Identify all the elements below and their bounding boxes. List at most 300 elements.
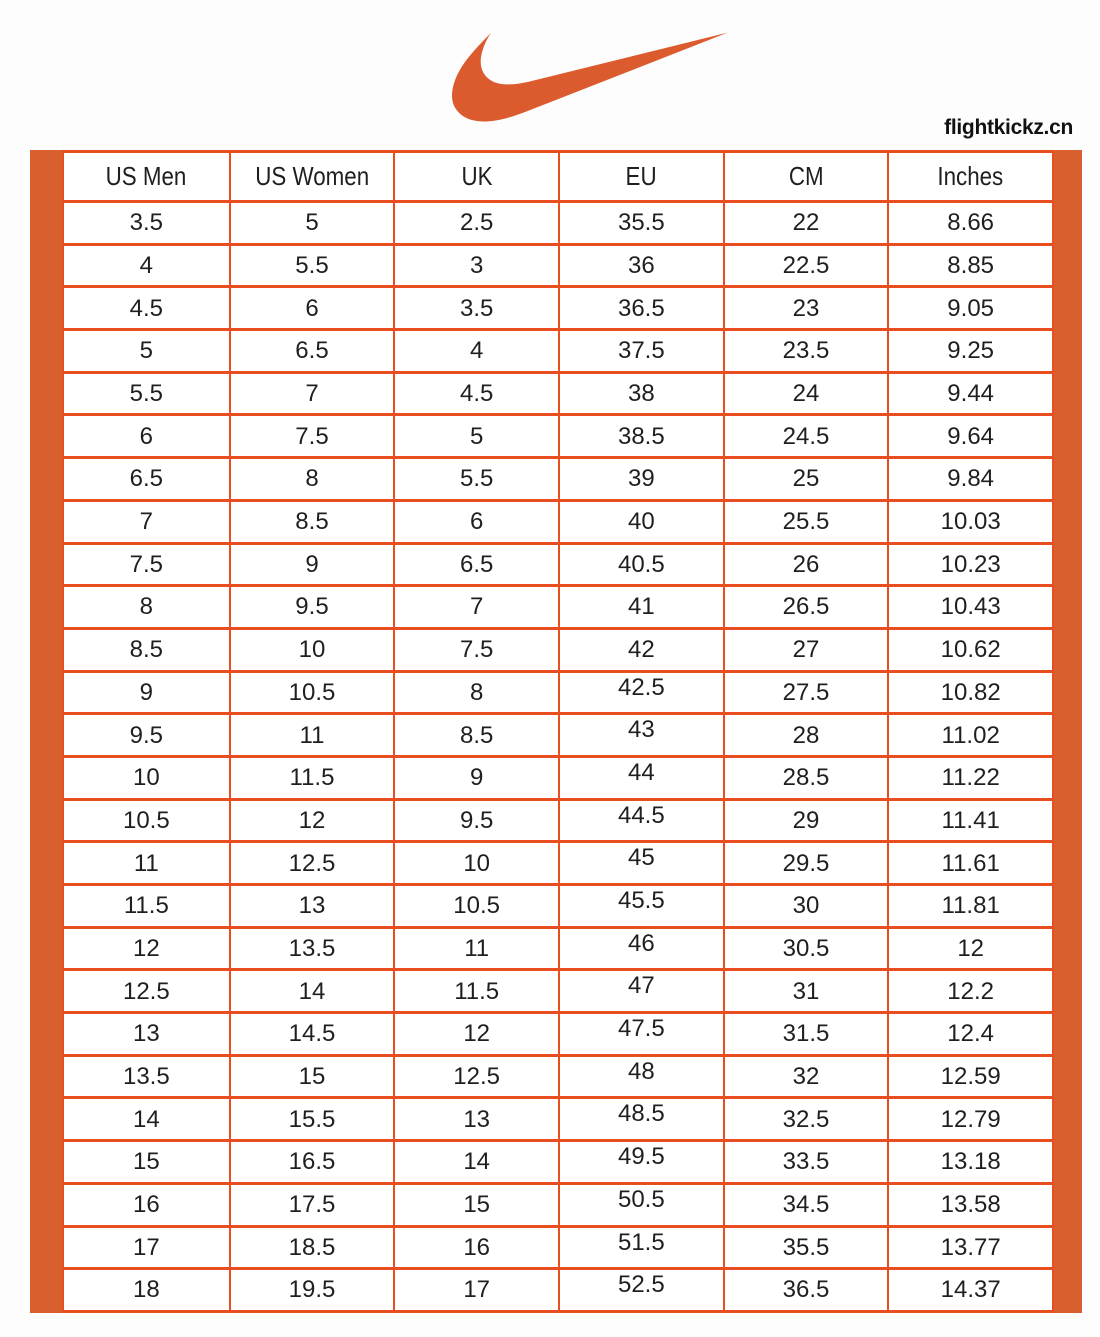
- cell-value: 46: [627, 929, 655, 957]
- table-cell: [887, 1228, 1052, 1268]
- table-cell: [558, 1142, 723, 1182]
- table-row: [64, 1139, 1052, 1182]
- table-cell: [64, 1014, 229, 1054]
- table-row: [64, 1011, 1052, 1054]
- cell-value: 30: [792, 892, 820, 920]
- cell-value: 47.5: [617, 1015, 665, 1043]
- table-cell: [558, 288, 723, 328]
- table-cell: [393, 374, 558, 414]
- table-cell: [558, 1014, 723, 1054]
- left-accent-bar: [30, 150, 62, 1313]
- table-row: [64, 542, 1052, 585]
- table-cell: [64, 715, 229, 755]
- table-cell: [887, 715, 1052, 755]
- cell-value: 22.5: [782, 251, 830, 279]
- table-cell: [723, 416, 888, 456]
- table-row: [64, 499, 1052, 542]
- cell-value: 23.5: [782, 337, 830, 365]
- table-cell: [229, 1228, 394, 1268]
- table-cell: [393, 886, 558, 926]
- cell-value: 10.43: [940, 593, 1001, 621]
- cell-value: 12.2: [947, 977, 995, 1005]
- cell-value: 4: [139, 251, 153, 279]
- table-cell: [723, 502, 888, 542]
- table-cell: [558, 203, 723, 243]
- table-cell: [64, 545, 229, 585]
- table-row: [64, 456, 1052, 499]
- cell-value: 13.5: [288, 934, 336, 962]
- column-header: [558, 153, 723, 200]
- table-cell: [558, 545, 723, 585]
- cell-value: 11.5: [289, 764, 335, 792]
- table-cell: [393, 929, 558, 969]
- table-cell: [558, 758, 723, 798]
- column-header: [229, 153, 394, 200]
- table-cell: [887, 331, 1052, 371]
- table-cell: [723, 587, 888, 627]
- table-cell: [887, 673, 1052, 713]
- cell-value: EU: [625, 160, 657, 191]
- cell-value: 18.5: [288, 1233, 336, 1261]
- table-row: [64, 926, 1052, 969]
- table-row: [64, 755, 1052, 798]
- table-cell: [887, 545, 1052, 585]
- table-cell: [887, 758, 1052, 798]
- table-cell: [393, 715, 558, 755]
- table-cell: [887, 1057, 1052, 1097]
- table-cell: [723, 886, 888, 926]
- table-cell: [393, 673, 558, 713]
- cell-value: 36.5: [782, 1276, 830, 1304]
- cell-value: 11.41: [941, 806, 1000, 834]
- cell-value: 41: [627, 593, 655, 621]
- table-cell: [558, 630, 723, 670]
- table-cell: [64, 502, 229, 542]
- table-cell: [558, 374, 723, 414]
- table-cell: [887, 801, 1052, 841]
- cell-value: 4.5: [459, 380, 494, 407]
- table-cell: [558, 1185, 723, 1225]
- table-cell: [393, 416, 558, 456]
- table-cell: [229, 971, 394, 1011]
- table-cell: [393, 630, 558, 670]
- cell-value: 27.5: [782, 678, 830, 706]
- cell-value: 40.5: [617, 550, 665, 578]
- table-row: [64, 1225, 1052, 1268]
- table-cell: [229, 288, 394, 328]
- cell-value: 31.5: [782, 1020, 830, 1048]
- cell-value: 11: [133, 849, 159, 877]
- cell-value: 42.5: [617, 673, 665, 701]
- table-cell: [64, 203, 229, 243]
- table-cell: [229, 673, 394, 713]
- table-cell: [723, 331, 888, 371]
- table-cell: [229, 587, 394, 627]
- table-row: [64, 584, 1052, 627]
- cell-value: 38: [627, 380, 655, 407]
- cell-value: 23: [792, 294, 820, 322]
- table-cell: [723, 1185, 888, 1225]
- table-row: [64, 1267, 1052, 1310]
- table-cell: [64, 288, 229, 328]
- cell-value: 32.5: [782, 1105, 830, 1133]
- cell-value: 12.79: [940, 1105, 1001, 1133]
- cell-value: 7: [139, 508, 153, 536]
- cell-value: 12.59: [940, 1063, 1001, 1090]
- table-cell: [229, 630, 394, 670]
- table-cell: [393, 203, 558, 243]
- table-header-row: [64, 153, 1052, 200]
- table-cell: [229, 801, 394, 841]
- table-cell: [229, 459, 394, 499]
- table-cell: [558, 1057, 723, 1097]
- cell-value: 10: [298, 636, 326, 664]
- table-cell: [558, 416, 723, 456]
- cell-value: 6: [139, 422, 153, 450]
- cell-value: 11.02: [941, 721, 1000, 749]
- table-row: [64, 968, 1052, 1011]
- cell-value: 8.5: [295, 508, 329, 536]
- cell-value: 28.5: [782, 764, 830, 792]
- cell-value: 29: [792, 806, 820, 834]
- table-cell: [229, 1185, 394, 1225]
- cell-value: 45: [627, 844, 655, 872]
- table-cell: [229, 331, 394, 371]
- cell-value: US Men: [105, 160, 187, 191]
- cell-value: 52.5: [617, 1271, 665, 1299]
- cell-value: 3: [469, 251, 484, 279]
- table-cell: [229, 545, 394, 585]
- table-cell: [64, 1228, 229, 1268]
- table-cell: [64, 843, 229, 883]
- cell-value: 3.5: [459, 294, 494, 322]
- table-cell: [393, 1228, 558, 1268]
- table-row: [64, 712, 1052, 755]
- table-cell: [64, 886, 229, 926]
- table-cell: [393, 459, 558, 499]
- cell-value: 9.44: [947, 380, 995, 407]
- table-cell: [393, 758, 558, 798]
- table-cell: [887, 1142, 1052, 1182]
- column-header: [887, 153, 1052, 200]
- table-cell: [64, 331, 229, 371]
- column-header: [723, 153, 888, 200]
- table-cell: [393, 843, 558, 883]
- cell-value: 11.22: [941, 764, 1000, 792]
- table-cell: [64, 673, 229, 713]
- table-cell: [887, 203, 1052, 243]
- table-cell: [887, 416, 1052, 456]
- table-cell: [887, 1270, 1052, 1310]
- table-cell: [64, 374, 229, 414]
- table-cell: [723, 715, 888, 755]
- table-cell: [723, 459, 888, 499]
- cell-value: Inches: [937, 160, 1004, 191]
- cell-value: 10: [463, 849, 491, 877]
- cell-value: 5.5: [459, 465, 494, 493]
- cell-value: 12.5: [122, 977, 170, 1005]
- cell-value: 15: [132, 1148, 160, 1176]
- cell-value: 10.62: [940, 636, 1001, 664]
- cell-value: 14: [132, 1105, 160, 1133]
- cell-value: 12: [298, 806, 326, 834]
- cell-value: 7: [469, 593, 484, 621]
- table-cell: [229, 1057, 394, 1097]
- right-accent-bar: [1054, 150, 1082, 1313]
- cell-value: 13: [463, 1105, 491, 1133]
- table-cell: [558, 886, 723, 926]
- cell-value: 6: [469, 508, 484, 536]
- cell-value: 29.5: [782, 849, 830, 877]
- table-cell: [887, 630, 1052, 670]
- cell-value: 36.5: [617, 294, 665, 322]
- table-row: [64, 328, 1052, 371]
- table-cell: [887, 843, 1052, 883]
- cell-value: 45.5: [617, 887, 665, 914]
- cell-value: 24: [792, 380, 820, 407]
- table-cell: [558, 1228, 723, 1268]
- cell-value: 49.5: [617, 1143, 665, 1171]
- table-cell: [229, 502, 394, 542]
- table-cell: [723, 1142, 888, 1182]
- column-header: [64, 153, 229, 200]
- cell-value: 17: [132, 1233, 160, 1261]
- cell-value: 4: [469, 337, 484, 365]
- cell-value: 37.5: [617, 337, 665, 365]
- cell-value: 6.5: [129, 465, 164, 493]
- cell-value: 4.5: [129, 294, 164, 322]
- table-cell: [393, 1185, 558, 1225]
- cell-value: 13.58: [940, 1191, 1001, 1219]
- cell-value: 10.23: [940, 550, 1001, 578]
- table-cell: [723, 929, 888, 969]
- table-cell: [229, 1099, 394, 1139]
- table-cell: [393, 1142, 558, 1182]
- cell-value: 8: [139, 593, 153, 621]
- table-cell: [723, 630, 888, 670]
- brand-watermark: flightkickz.cn: [944, 116, 1073, 139]
- table-cell: [64, 1270, 229, 1310]
- table-cell: [558, 801, 723, 841]
- cell-value: 32: [792, 1063, 820, 1090]
- cell-value: 13: [132, 1020, 160, 1048]
- table-cell: [229, 1014, 394, 1054]
- table-cell: [887, 374, 1052, 414]
- cell-value: 17.5: [288, 1191, 336, 1219]
- table-cell: [64, 971, 229, 1011]
- cell-value: 51.5: [617, 1228, 665, 1256]
- cell-value: 16: [463, 1233, 491, 1261]
- cell-value: 33.5: [782, 1148, 830, 1176]
- table-cell: [723, 843, 888, 883]
- table-cell: [887, 1185, 1052, 1225]
- table-row: [64, 840, 1052, 883]
- cell-value: 10.82: [940, 678, 1001, 706]
- cell-value: 8.5: [459, 721, 494, 749]
- table-cell: [887, 288, 1052, 328]
- table-cell: [723, 971, 888, 1011]
- cell-value: 10.5: [122, 806, 170, 834]
- table-cell: [64, 416, 229, 456]
- table-cell: [393, 1270, 558, 1310]
- cell-value: 9.5: [295, 593, 329, 621]
- table-row: [64, 285, 1052, 328]
- table-cell: [558, 246, 723, 286]
- cell-value: 24.5: [782, 422, 830, 450]
- table-cell: [723, 288, 888, 328]
- cell-value: 8: [305, 465, 319, 493]
- table-cell: [887, 502, 1052, 542]
- cell-value: 44.5: [617, 801, 665, 829]
- table-cell: [887, 929, 1052, 969]
- cell-value: 44: [627, 758, 655, 786]
- table-cell: [229, 886, 394, 926]
- table-cell: [723, 758, 888, 798]
- cell-value: 10: [132, 764, 160, 792]
- table-cell: [723, 1057, 888, 1097]
- cell-value: 19.5: [288, 1276, 336, 1304]
- cell-value: 43: [627, 716, 655, 744]
- table-cell: [393, 1099, 558, 1139]
- table-grid: [62, 150, 1054, 1313]
- size-chart-table: [30, 150, 1082, 1313]
- cell-value: 3.5: [129, 209, 164, 237]
- table-cell: [64, 1099, 229, 1139]
- cell-value: 13: [298, 892, 326, 920]
- table-cell: [229, 758, 394, 798]
- table-cell: [558, 502, 723, 542]
- table-cell: [393, 331, 558, 371]
- cell-value: 5.5: [129, 380, 164, 407]
- cell-value: 26: [792, 550, 820, 578]
- cell-value: 9.5: [129, 721, 164, 749]
- table-row: [64, 798, 1052, 841]
- cell-value: 11.5: [123, 892, 169, 920]
- cell-value: 10.5: [453, 892, 501, 920]
- table-cell: [393, 1014, 558, 1054]
- cell-value: 9.64: [947, 422, 995, 450]
- nike-swoosh-icon: [452, 32, 728, 122]
- table-cell: [229, 374, 394, 414]
- cell-value: 17: [463, 1276, 491, 1304]
- table-cell: [64, 929, 229, 969]
- cell-value: 18: [132, 1276, 160, 1304]
- cell-value: 5: [139, 337, 153, 365]
- cell-value: UK: [461, 160, 493, 191]
- table-cell: [887, 1014, 1052, 1054]
- table-row: [64, 883, 1052, 926]
- cell-value: 5: [469, 422, 484, 450]
- table-cell: [558, 459, 723, 499]
- cell-value: 12: [463, 1020, 491, 1048]
- cell-value: 11: [299, 721, 325, 749]
- table-cell: [723, 801, 888, 841]
- table-cell: [64, 459, 229, 499]
- table-cell: [558, 843, 723, 883]
- table-cell: [558, 673, 723, 713]
- cell-value: 13.5: [122, 1063, 170, 1090]
- cell-value: 6: [305, 294, 319, 322]
- cell-value: 9.5: [459, 806, 494, 834]
- cell-value: 12: [132, 934, 160, 962]
- cell-value: 5: [305, 209, 319, 237]
- table-cell: [64, 587, 229, 627]
- table-cell: [393, 246, 558, 286]
- cell-value: 6.5: [459, 550, 494, 578]
- cell-value: 10.03: [940, 508, 1001, 536]
- cell-value: 42: [627, 636, 655, 664]
- table-cell: [723, 673, 888, 713]
- table-cell: [723, 1270, 888, 1310]
- cell-value: 8.85: [947, 251, 995, 279]
- table-row: [64, 243, 1052, 286]
- table-cell: [64, 630, 229, 670]
- cell-value: 14.5: [288, 1020, 336, 1048]
- table-cell: [229, 416, 394, 456]
- table-cell: [723, 1228, 888, 1268]
- cell-value: 8.66: [947, 209, 995, 237]
- table-cell: [64, 758, 229, 798]
- cell-value: 28: [792, 721, 820, 749]
- cell-value: 48: [627, 1057, 655, 1085]
- cell-value: 14: [298, 977, 326, 1005]
- table-cell: [887, 587, 1052, 627]
- table-cell: [393, 1057, 558, 1097]
- table-cell: [558, 929, 723, 969]
- table-cell: [393, 971, 558, 1011]
- table-row: [64, 1054, 1052, 1097]
- table-cell: [558, 587, 723, 627]
- cell-value: 31: [792, 977, 820, 1005]
- cell-value: 5.5: [295, 251, 329, 279]
- cell-value: 9.25: [947, 337, 995, 365]
- cell-value: 30.5: [782, 934, 830, 962]
- cell-value: 39: [627, 465, 655, 493]
- cell-value: 12.4: [947, 1020, 995, 1048]
- cell-value: 25: [792, 465, 820, 493]
- table-cell: [723, 1014, 888, 1054]
- cell-value: 15: [463, 1191, 491, 1219]
- table-cell: [723, 1099, 888, 1139]
- cell-value: 12: [957, 934, 985, 962]
- cell-value: 7.5: [459, 636, 494, 664]
- table-row: [64, 1096, 1052, 1139]
- cell-value: 9.05: [947, 294, 995, 322]
- table-row: [64, 627, 1052, 670]
- cell-value: 22: [792, 209, 820, 237]
- cell-value: 6.5: [295, 337, 329, 365]
- table-cell: [393, 545, 558, 585]
- table-cell: [64, 1142, 229, 1182]
- cell-value: 38.5: [617, 422, 665, 450]
- table-cell: [64, 801, 229, 841]
- table-cell: [229, 1142, 394, 1182]
- table-cell: [393, 587, 558, 627]
- cell-value: 34.5: [782, 1191, 830, 1219]
- table-cell: [558, 331, 723, 371]
- cell-value: 7: [305, 380, 319, 407]
- cell-value: 13.18: [940, 1148, 1001, 1176]
- table-cell: [229, 203, 394, 243]
- table-cell: [558, 1270, 723, 1310]
- cell-value: CM: [788, 160, 824, 191]
- cell-value: 40: [627, 508, 655, 536]
- table-cell: [393, 288, 558, 328]
- table-cell: [229, 843, 394, 883]
- cell-value: 36: [627, 251, 655, 279]
- cell-value: 9: [139, 678, 153, 706]
- cell-value: 35.5: [782, 1233, 830, 1261]
